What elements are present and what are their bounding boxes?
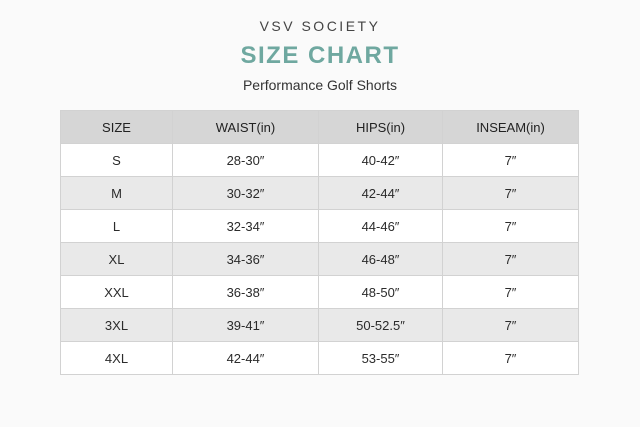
size-chart-table [60, 110, 579, 375]
table-row [61, 309, 579, 342]
hips-cell: 44-46″ [319, 210, 443, 243]
hips-cell: 42-44″ [319, 177, 443, 210]
size-cell: M [61, 177, 173, 210]
size-cell: 3XL [61, 309, 173, 342]
inseam-cell: 7″ [443, 210, 579, 243]
product-subtitle: Performance Golf Shorts [242, 77, 398, 93]
header-waist: WAIST(in) [173, 111, 319, 144]
inseam-cell: 7″ [443, 177, 579, 210]
waist-cell: 30-32″ [173, 177, 319, 210]
table-row [61, 342, 579, 375]
size-cell: S [61, 144, 173, 177]
header-size: SIZE [61, 111, 173, 144]
table-row [61, 144, 579, 177]
table-row [61, 210, 579, 243]
inseam-cell: 7″ [443, 309, 579, 342]
hips-cell: 46-48″ [319, 243, 443, 276]
header-hips: HIPS(in) [319, 111, 443, 144]
waist-cell: 42-44″ [173, 342, 319, 375]
header-inseam: INSEAM(in) [443, 111, 579, 144]
hips-cell: 48-50″ [319, 276, 443, 309]
size-cell: XXL [61, 276, 173, 309]
hips-cell: 50-52.5″ [319, 309, 443, 342]
size-cell: 4XL [61, 342, 173, 375]
waist-cell: 39-41″ [173, 309, 319, 342]
table-header-row [61, 111, 579, 144]
waist-cell: 34-36″ [173, 243, 319, 276]
brand-name: VSV SOCIETY [259, 18, 381, 34]
waist-cell: 36-38″ [173, 276, 319, 309]
inseam-cell: 7″ [443, 144, 579, 177]
waist-cell: 28-30″ [173, 144, 319, 177]
table-row [61, 276, 579, 309]
hips-cell: 40-42″ [319, 144, 443, 177]
waist-cell: 32-34″ [173, 210, 319, 243]
table-row [61, 177, 579, 210]
table-row [61, 243, 579, 276]
inseam-cell: 7″ [443, 342, 579, 375]
page-title: SIZE CHART [240, 42, 400, 69]
inseam-cell: 7″ [443, 243, 579, 276]
inseam-cell: 7″ [443, 276, 579, 309]
size-cell: XL [61, 243, 173, 276]
hips-cell: 53-55″ [319, 342, 443, 375]
size-cell: L [61, 210, 173, 243]
